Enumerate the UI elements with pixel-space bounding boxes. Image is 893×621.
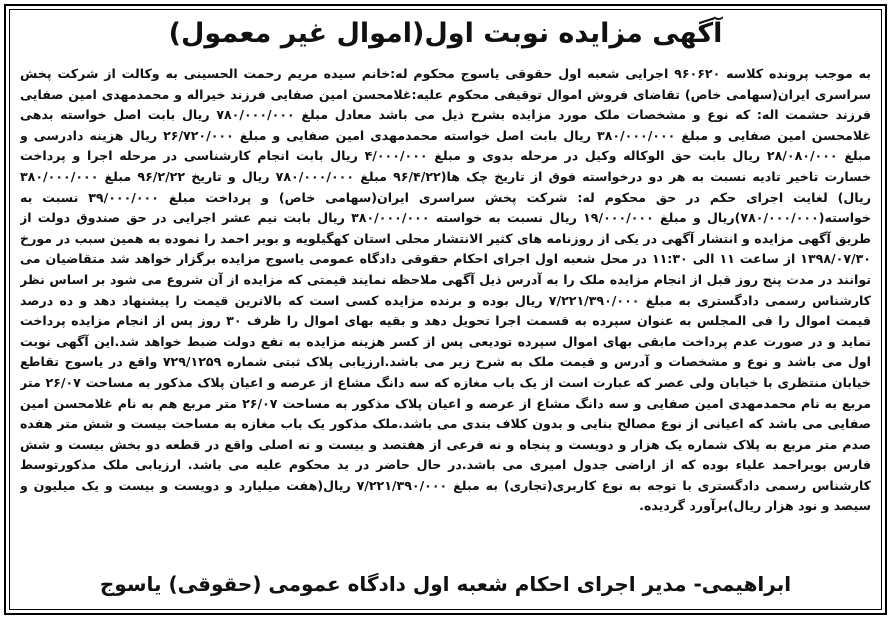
notice-body: به موجب پرونده کلاسه ۹۶۰۶۲۰ اجرایی شعبه اول حقوقی یاسوج محکوم له:خانم سیده مریم رحمت الحسینی به وکالت از شرکت پخش سراسری ایران(سهامی خاص) تقاضای فروش اموال توقیفی محکوم علیه:غلامحسن امین صفایی فرزند خیراله و محمدمهدی امین صفایی فرزند حشمت اله: که نوع و مشخصات ملک مورد مزایده بشرح ذیل می باشد معادل مبلغ ۷۸۰/۰۰۰/۰۰۰ ریال بابت اصل خواسته بدهی غلامحسن امین صفایی و مبلغ ۳۸۰/۰۰۰/۰۰۰ ریال بابت اصل خواسته محمدمهدی امین صفایی و مبلغ ۲۶/۷۲۰/۰۰۰ ریال هزینه دادرسی و مبلغ ۲۸/۰۸۰/۰۰۰ ریال بابت حق الوکاله وکیل در مرحله بدوی و مبلغ ۴/۰۰۰/۰۰۰ ریال بابت انجام کارشناسی در مرحله اجرا و پرداخت خسارت تاخیر تادیه نسبت به هر دو درخواسته فوق از تاریخ چک ها(۹۶/۴/۲۲ مبلغ ۷۸۰/۰۰۰/۰۰۰ ریال و تاریخ ۹۶/۲/۲۲ مبلغ ۳۸۰/۰۰۰/۰۰۰ ریال) لغایت اجرای حکم در حق محکوم له: شرکت پخش سراسری ایران(سهامی خاص) و پرداخت مبلغ ۳۹/۰۰۰/۰۰۰ نسبت به خواسته(۷۸۰/۰۰۰/۰۰۰)ریال و مبلغ ۱۹/۰۰۰/۰۰۰ ریال نسبت به خواسته ۳۸۰/۰۰۰/۰۰۰ ریال بابت نیم عشر اجرایی در حق صندوق دولت از طریق آگهی مزایده و انتشار آگهی در یکی از روزنامه های کثیر الانتشار محلی استان کهگیلویه و بویر احمد را نموده به همین سبب در مورخ ۱۳۹۸/۰۷/۳۰ از ساعت ۱۱ الی ۱۱:۳۰ در محل شعبه اول اجرای احکام حقوقی دادگاه عمومی یاسوج مزایده برگزار خواهد شد متقاضیان می توانند در مدت پنج روز قبل از انجام مزایده ملک را به آدرس ذیل آگهی ملاحظه نمایند قیمتی که مزایده از آن شروع می شود بر اساس نظر کارشناس رسمی دادگستری به مبلغ ۷/۲۲۱/۳۹۰/۰۰۰ ریال بوده و برنده مزایده کسی است که بالاترین قیمت را پیشنهاد دهد و ده درصد قیمت اموال را فی المجلس به عنوان سپرده به قسمت اجرا تحویل دهد و بقیه بهای اموال را ظرف ۳۰ روز پس از انجام مزایده پرداخت نماید و در صورت عدم پرداخت مابقی بهای اموال سپرده تودیعی پس از کسر هزینه مزایده به نفع دولت ضبط خواهد شد.این آگهی نوبت اول می باشد و نوع و مشخصات و آدرس و قیمت ملک به شرح زیر می باشد.ارزیابی پلاک ثبتی شماره ۷۲۹/۱۲۵۹ واقع در یاسوج تقاطع خیابان منتظری با خیابان ولی عصر که عبارت است از یک باب مغازه که سه دانگ مشاع از عرصه و اعیان پلاک مذکور به مساحت ۲۶/۰۷ متر مربع به نام محمدمهدی امین صفایی و سه دانگ مشاع از عرصه و اعیان پلاک مذکور به مساحت ۲۶/۰۷ متر مربع هم به نام غلامحسن امین صفایی می باشد که اعیانی از نوع مصالح بنایی و بدون کلاف بندی می باشد.ملک مذکور یک باب مغازه به مساحت بیست و شش متر هفده صدم متر مربع به پلاک شماره یک هزار و دویست و پنجاه و نه فرعی از هفتصد و بیست و نه اصلی واقع در قطعه دو بخش بیست و شش فارس بویراحمد علیاء بوده که از اراضی جدول امیری می باشد.در حال حاضر در ید محکوم علیه می باشد. ارزیابی ملک مذکورتوسط کارشناس رسمی دادگستری با توجه به نوع کاربری(تجاری) به مبلغ ۷/۲۲۱/۳۹۰/۰۰۰ ریال(هفت میلیارد و دویست و بیست و یک میلیون و سیصد و نود هزار ریال)برآورد گردیده. xyxy=(20,66,871,514)
notice-signature: ابراهیمی- مدیر اجرای احکام شعبه اول دادگاه عمومی (حقوقی) یاسوج xyxy=(99,572,792,596)
auction-notice xyxy=(4,4,887,615)
notice-title: آگهی مزایده نوبت اول(اموال غیر معمول) xyxy=(168,18,723,49)
